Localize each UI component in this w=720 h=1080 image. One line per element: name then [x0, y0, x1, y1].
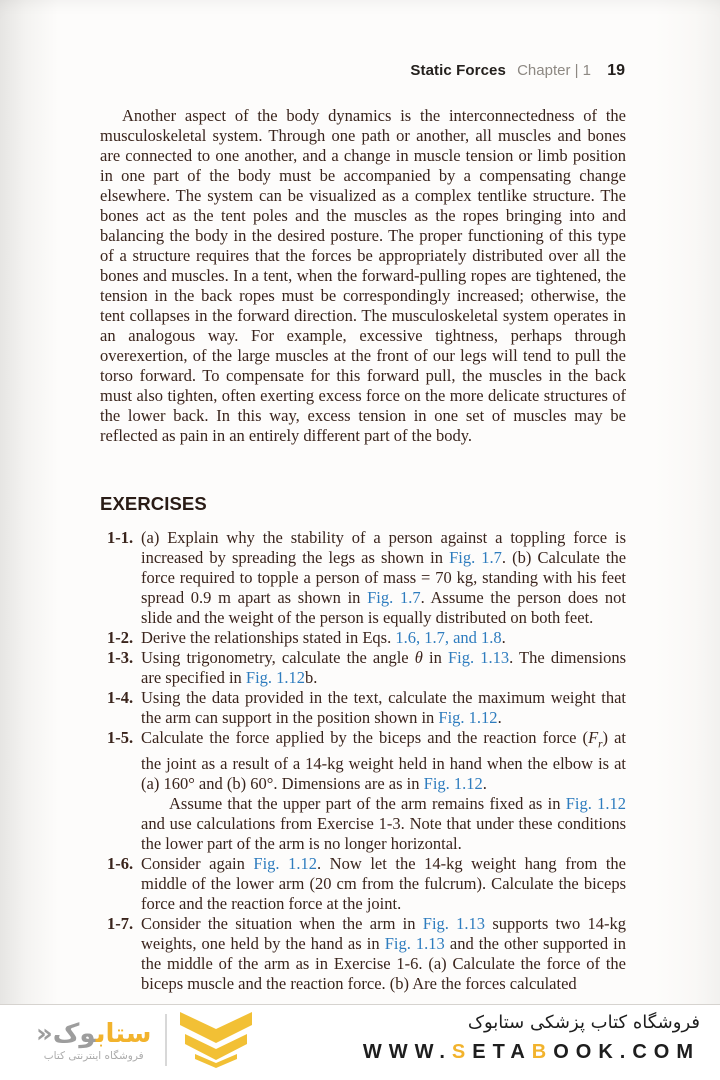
page-content: [100, 106, 626, 994]
setabook-logo: [36, 1012, 253, 1068]
logo-wordmark-gold: ستاب: [95, 1018, 152, 1049]
chapter-label: Chapter | 1: [517, 62, 592, 79]
figure-link[interactable]: Fig. 1.13: [384, 934, 445, 954]
exercise-text: Consider the situation when the arm in Fig. 1.13 supports two 14-kg weights, one held by the hand as in Fig. 1.13 and the other supported in the middle of the arm as in Exercise 1-6. (a) Calculate the force of the biceps muscle and the reaction force. (b) Are the forces calculated: [141, 914, 627, 994]
chevron-book-icon: [179, 1012, 253, 1068]
exercise-number: 1-5.: [107, 728, 134, 747]
logo-tagline: فروشگاه اینترنتی کتاب: [43, 1049, 144, 1062]
list-item: [100, 728, 626, 854]
exercise-text: Derive the relationships stated in Eqs. 1.6, 1.7, and 1.8.: [141, 628, 506, 647]
figure-link[interactable]: Fig. 1.7: [449, 548, 502, 567]
figure-link[interactable]: Fig. 1.12: [438, 708, 498, 727]
exercise-number: 1-6.: [107, 854, 134, 874]
exercise-text: Using the data provided in the text, calculate the maximum weight that the arm can support in the position shown in Fig. 1.12.: [141, 688, 626, 727]
exercise-number: 1-4.: [107, 688, 134, 707]
figure-link[interactable]: Fig. 1.12: [245, 668, 306, 687]
figure-link[interactable]: Fig. 1.13: [447, 648, 510, 667]
figure-link[interactable]: 1.6, 1.7, and 1.8: [395, 628, 502, 647]
site-url: WWW.SETABOOK.COM: [362, 1041, 700, 1063]
footer-banner: [0, 1005, 720, 1080]
logo-wordmark-block: [36, 1019, 151, 1062]
logo-wordmark-gray: وک: [52, 1018, 96, 1049]
exercise-text: Calculate the force applied by the biceps and the reaction force $(F_r)$ at the joint as a result of a 14-kg weight held in hand when the elbow is at (a) 160° and (b) 60°. Dimensions are as in Fig. 1.12. Assume that the upper part of the arm remains fixed as in Fig. 1.12 and use calculations from Exercise 1-3. Note that under these conditions the lower part of the arm is no longer horizontal.: [141, 728, 627, 854]
list-item: [100, 528, 626, 628]
exercises-heading: EXERCISES: [100, 493, 207, 514]
figure-link[interactable]: Fig. 1.12: [253, 854, 317, 874]
figure-link[interactable]: Fig. 1.12: [565, 794, 626, 814]
exercise-number: 1-1.: [107, 528, 134, 547]
exercise-text: Consider again Fig. 1.12. Now let the 14-kg weight hang from the middle of the lower arm (20 cm from the fulcrum). Calculate the biceps force and the reaction force at the joint.: [141, 854, 626, 914]
figure-link[interactable]: Fig. 1.7: [367, 588, 421, 607]
figure-link[interactable]: Fig. 1.13: [422, 914, 486, 934]
exercise-text: (a) Explain why the stability of a person against a toppling force is increased by spreading the legs as shown in Fig. 1.7. (b) Calculate the force required to topple a person of mass = 70 kg, standing with his feet spread 0.9 m apart as shown in Fig. 1.7. Assume the person does not slide and the weight of the person is equally distributed on both feet.: [141, 528, 627, 627]
list-item: [100, 914, 626, 994]
exercise-number: 1-2.: [107, 628, 134, 647]
list-item: [100, 648, 626, 688]
exercise-number: 1-7.: [107, 914, 134, 934]
list-item: [100, 688, 626, 728]
logo-divider: [165, 1014, 167, 1066]
exercise-text: Using trigonometry, calculate the angle θ in Fig. 1.13. The dimensions are specified in Fig. 1.12b.: [141, 648, 627, 687]
section-title: Static Forces: [410, 62, 506, 79]
body-paragraph: Another aspect of the body dynamics is the interconnectedness of the musculoskeletal system. Through one path or another, all muscles and bones are connected to one another, and a change in muscle tension or limb position in one part of the body must be accompanied by a compensating change elsewhere. The system can be visualized as a complex tentlike structure. The bones act as the tent poles and the muscles as the ropes bringing into and balancing the body in the desired posture. The proper functioning of this type of a structure requires that the forces be appropriately distributed over all the bones and muscles. In a tent, when the forward-pulling ropes are tightened, the tension in the back ropes must be correspondingly increased; otherwise, the tent collapses in the forward direction. The musculoskeletal system operates in an analogous way. For example, excessive tightness, perhaps through overexertion, of the large muscles at the front of our legs will tend to pull the torso forward. To compensate for this forward pull, the muscles in the back must also tighten, often exerting excess force on the more delicate structures of the lower back. In this way, excess tension in one set of muscles may be reflected as pain in an entirely different part of the body.: [100, 106, 626, 445]
footer-store-info: [363, 1010, 700, 1064]
exercise-number: 1-3.: [107, 648, 134, 667]
list-item: [100, 854, 626, 914]
logo-guillemet: «: [36, 1018, 53, 1049]
page-number: 19: [607, 62, 625, 79]
page-header: [410, 62, 625, 80]
store-title: فروشگاه کتاب پزشکی ستابوک: [467, 1012, 700, 1033]
figure-link[interactable]: Fig. 1.12: [423, 774, 483, 794]
exercise-list: [100, 528, 626, 994]
list-item: [100, 628, 626, 648]
logo-wordmark: [36, 1019, 151, 1049]
